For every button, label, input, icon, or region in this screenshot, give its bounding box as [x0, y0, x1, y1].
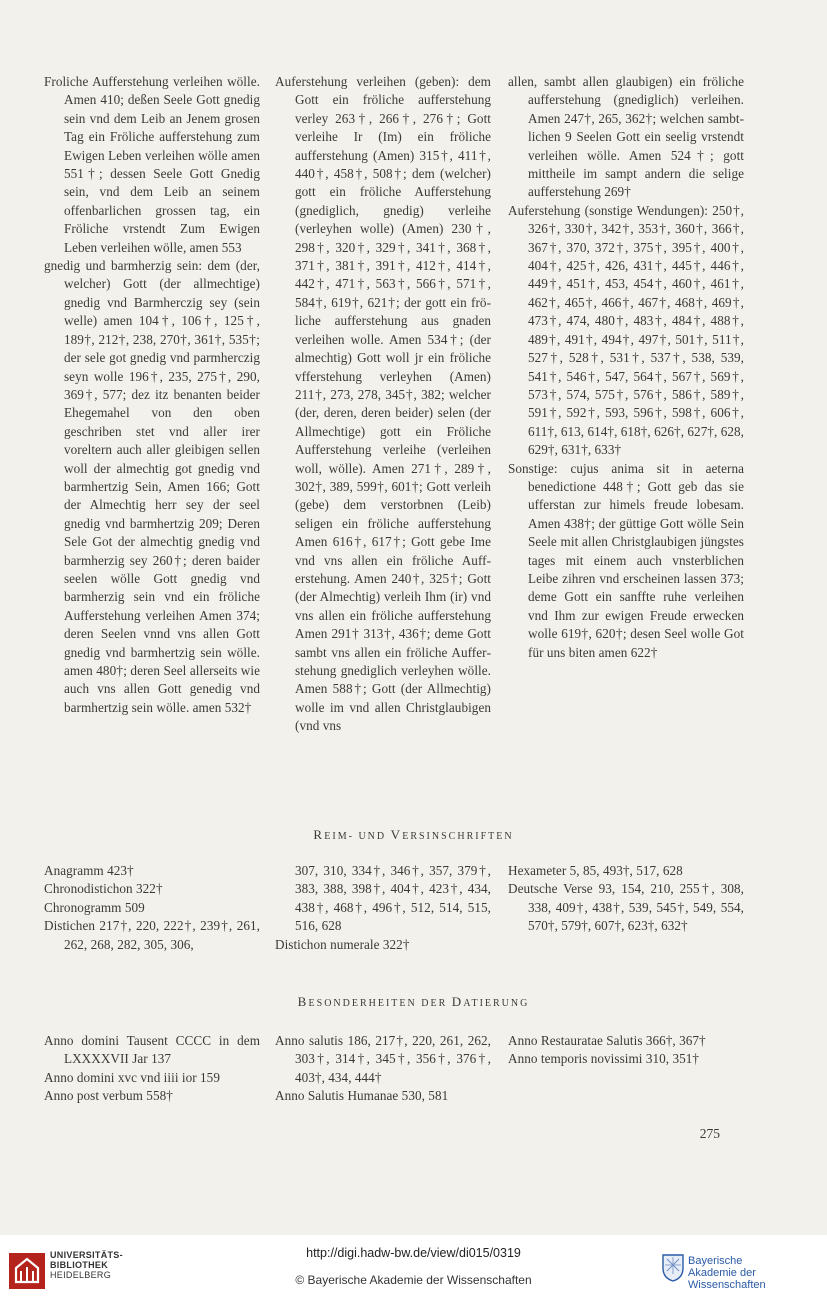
index-entry: allen, sambt allen glaubigen) ein fröliche aufferstehung (gnediglich) verleihen. Amen 247†, 265, 362†; welchen sambtlichen 9 Seelen Gott ein seelig vrstendt verleihen wölle. Amen 524†; gott mittheile im sampt andern die selige aufferstehung 269† [508, 74, 744, 200]
index-entry: Sonstige: cujus anima sit in aeterna benedictione 448†; Gott geb das sie ufferstan zur himels freude lobesam. Amen 438†; der güttige Gott wölle Sein Seele mit allen Christglaubigen jüngstes tages mit einem auch vnsterblichen Leibe zihren vnd erscheinen lassen 373; deme Gott ein sanffte ruhe verleihen vnd Ihm zur ewigen Freude erwecken wolle 619†, 620†; desen Seel wolle Got für uns biten amen 622† [508, 460, 744, 660]
page-number: 275 [699, 1126, 720, 1141]
section-heading-reim: REIM- UND VERSINSCHRIFTEN [313, 827, 514, 842]
index-entry: gnedig und barmherzig sein: dem (der, welcher) Gott (der allmechtige) gnedig vnd Barmherczig sey (sein welle) amen 104†, 106†, 125†, 189†, 212†, 238, 270†, 361†, 535†; der sele got gnedig vnd parmherczig seyn wolle 196†, 235, 275†, 290, 369†, 577; dez itz benanten beider Ehegemahel von den oben geschriben stet vnd aller irer voreltern auch aller gleibigen sellen woll der almechtig got gnedig vnd barmhertzig Sein, Amen 166; Gott der Almechtig herr sey der seel gnedig vnd barmhertzig 209; Deren Sele Got der almechtig gnedig vnd barmherzig sey 260†; deren baider seelen wölle Gott gnedig vnd barmherzig sein vnd ein fröliche Aufferstehung verleihen Amen 374; deren Seelen vnnd vns allen Gott gnedig vnd barmhertzig sein wölle. amen 480†; deren Seel allerseits wie auch vns allen Gott genedig vnd barmhertzig sein wölle. amen 532† [44, 258, 260, 715]
top-column-1 [44, 73, 260, 717]
academy-name[interactable]: Bayerische Akademie der Wissenschaften [688, 1255, 766, 1291]
top-column-3 [508, 73, 744, 662]
index-entry: Anno domini Tausent CCCC in dem LXXXXVII Jar 137 [44, 1033, 260, 1067]
datierung-column-1 [44, 1032, 260, 1106]
index-entry: Auferstehung (sonstige Wendungen): 250†, 326†, 330†, 342†, 353†, 360†, 366†, 367†, 370, 372†, 375†, 395†, 400†, 404†, 425†, 426, 431†, 445†, 446†, 449†, 451†, 453, 454†, 460†, 461†, 462†, 465†, 466†, 467†, 468†, 469†, 473†, 474, 480†, 483†, 484†, 488†, 489†, 491†, 494†, 497†, 501†, 511†, 527†, 528†, 531†, 537†, 538, 539, 541†, 546†, 547, 564†, 567†, 569†, 573†, 574, 575†, 576†, 586†, 589†, 591†, 592†, 593, 596†, 598†, 606†, 611†, 613, 614†, 618†, 626†, 627†, 628, 629†, 631†, 633† [508, 202, 744, 458]
index-entry: Anno salutis 186, 217†, 220, 261, 262, 303†, 314†, 345†, 356†, 376†, 403†, 434, 444† [275, 1033, 491, 1085]
university-library-name[interactable]: UNIVERSITÄTS- BIBLIOTHEK HEIDELBERG [50, 1250, 123, 1280]
index-entry: Auferstehung verleihen (geben): dem Gott ein fröliche aufferstehung verley 263†, 266†, 276†; Gott verleihe Ir (Im) ein fröliche aufferstehung (Amen) 315†, 411†, 440†, 458†, 508†; dem (welcher) gott ein fröliche Aufferstehung (gnediglich, gnedig) verleihe (verleyhen wolle) (Amen) 230†, 298†, 320†, 329†, 341†, 368†, 371†, 381†, 391†, 412†, 414†, 442†, 471†, 563†, 566†, 571†, 584†, 619†, 621†; der gott ein fröliche aufferstehung aus gnaden verleihen wolle. Amen 534†; (der almechtig) Gott woll jr ein fröliche vfferstehung verleyhen (Amen) 211†, 273, 278, 345†, 382; welcher (der, deren, deren beider) selen (der Allmechtige) gott ein Fröliche Aufferstehung verleihe (verleihen woll, wölle). Amen 271†, 289†, 302†, 389, 599†, 601†; Gott verleih (gebe) dem verstorbnen (Leib) seligen ein fröliche aufferstehung Amen 616†, 617†; Gott gebe Ime vnd vns allen ein fröliche Aufferstehung. Amen 240†, 325†; Gott (der Almechtig) verleih Ihm (ir) vnd vns allen ein fröliche aufferstehung Amen 291† 313†, 436†; deme Gott sambt vns allen ein fröliche Aufferstehung gnediglich verleyhen wölle. Amen 588†; Gott (der Allmechtig) wolle im vnd allen Christglaubigen (vnd vns [275, 74, 491, 734]
index-entry: Anagramm 423† [44, 863, 134, 878]
index-entry: Chronogramm 509 [44, 899, 145, 915]
reim-column-3 [508, 862, 744, 936]
index-entry: Anno Restauratae Salutis 366†, 367† [508, 1033, 706, 1048]
permalink-url[interactable]: http://digi.hadw-bw.de/view/di015/0319 [306, 1246, 521, 1260]
datierung-column-2 [275, 1032, 491, 1106]
index-entry: Anno Salutis Humanae 530, 581 [275, 1088, 449, 1104]
index-entry: Anno post verbum 558† [44, 1088, 173, 1104]
reim-column-2 [275, 862, 491, 954]
reim-column-1 [44, 862, 260, 954]
index-entry: Deutsche Verse 93, 154, 210, 255†, 308, 338, 409†, 438†, 539, 545†, 549, 554, 570†, 579†, 607†, 623†, 632† [508, 881, 744, 934]
index-entry: Distichon numerale 322† [275, 936, 410, 952]
index-entry-continued: 307, 310, 334†, 346†, 357, 379†, 383, 388, 398†, 404†, 423†, 434, 438†, 468†, 496†, 512, 514, 515, 516, 628 [295, 863, 491, 934]
index-entry: Anno domini xvc vnd iiii ior 159 [44, 1069, 220, 1085]
academy-crest-icon[interactable] [661, 1252, 685, 1282]
index-entry: Chronodistichon 322† [44, 881, 163, 897]
footer-bar [0, 1235, 827, 1298]
top-column-2 [275, 73, 491, 736]
section-heading-datierung: BESONDERHEITEN DER DATIERUNG [297, 994, 530, 1009]
index-entry: Distichen 217†, 220, 222†, 239†, 261, 262, 268, 282, 305, 306, [44, 918, 260, 952]
index-entry: Froliche Aufferstehung verleihen wölle. Amen 410; deßen Seele Gott gnedig sein vnd dem Leib an Jenem grosen Tag ein Fröliche aufferstehung zum Ewigen Leben verleihen wölle amen 551†; dessen Seele Gott Gnedig sein, vnd dem Leib an seinem offenbarlichen grossen tag, ein Fröliche vrstendt Zum Ewigen Leben verleihen wölle, amen 553 [44, 74, 260, 255]
index-entry: Anno temporis novissimi 310, 351† [508, 1051, 700, 1067]
copyright-notice: © Bayerische Akademie der Wissenschaften [295, 1273, 532, 1287]
index-entry: Hexameter 5, 85, 493†, 517, 628 [508, 863, 683, 878]
datierung-column-3 [508, 1032, 744, 1069]
